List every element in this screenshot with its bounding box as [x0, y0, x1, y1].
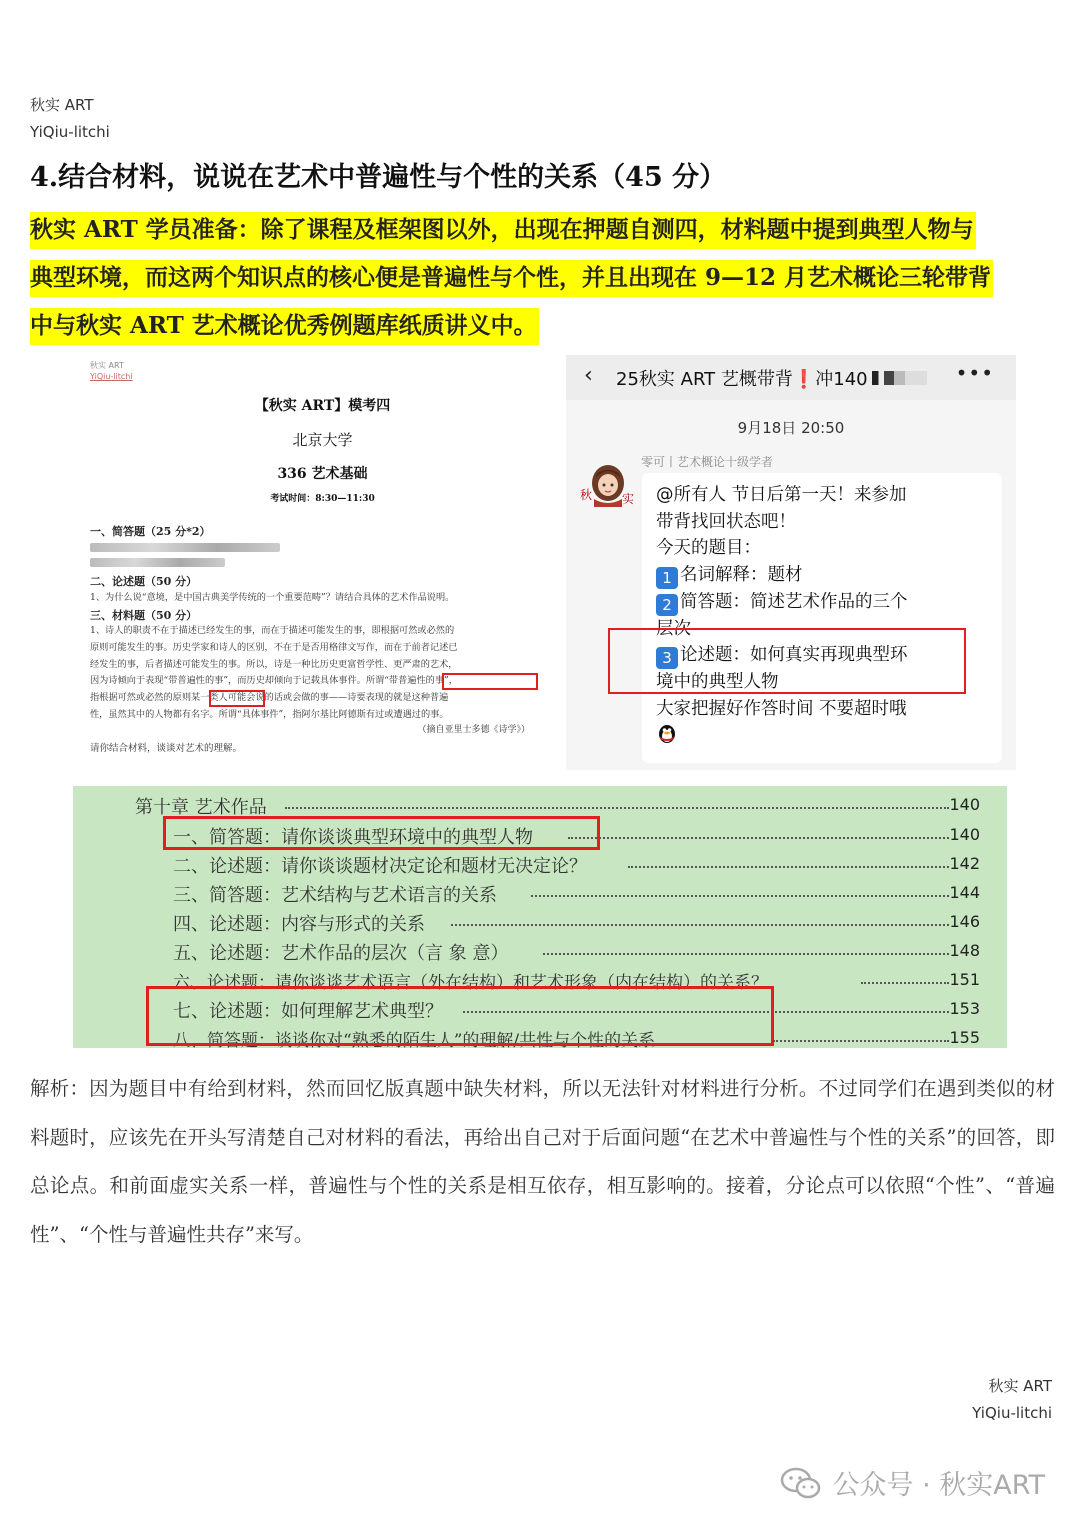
- exam-ask: 请你结合材料，谈谈对艺术的理解。: [90, 743, 243, 754]
- brand-sub: YiQiu-litchi: [30, 123, 110, 141]
- official-account-footer[interactable]: [780, 1463, 1045, 1502]
- toc-row: 五、论述题：艺术作品的层次（言 象 意） 148: [173, 941, 980, 964]
- highlight-note: [30, 206, 1055, 350]
- exam-section-essay: 二、论述题（50 分）: [90, 575, 198, 588]
- catalog-image: [73, 786, 1007, 1048]
- exam-time: 考试时间：8:30—11:30: [270, 494, 375, 504]
- brand-sub: YiQiu-litchi: [972, 1404, 1052, 1422]
- exam-subject: 336 艺术基础: [277, 466, 368, 482]
- chat-title: 25秋实 ART 艺概带背❗冲140: [616, 365, 927, 391]
- toc-row: 一、简答题：请你谈谈典型环境中的典型人物 140: [173, 825, 980, 848]
- toc-row: 三、简答题：艺术结构与艺术语言的关系 144: [173, 883, 980, 906]
- chat-timestamp: 9月18日 20:50: [737, 419, 845, 437]
- chevron-left-icon[interactable]: ‹: [584, 363, 593, 388]
- number-three-icon: 3: [656, 647, 678, 669]
- highlight-line: 秋实 ART 学员准备：除了课程及框架图以外，出现在押题自测四，材料题中提到典型人物与: [30, 212, 976, 249]
- exam-paper-image: [85, 355, 560, 775]
- svg-text:秋: 秋: [580, 488, 593, 502]
- exam-watermark: 秋实 ART YiQiu-litchi: [90, 361, 133, 381]
- more-icon[interactable]: •••: [955, 361, 994, 385]
- penguin-emoji-icon: [656, 722, 678, 744]
- exclamation-icon: ❗: [792, 369, 816, 390]
- exam-section-short: 一、简答题（25 分*2）: [90, 525, 211, 538]
- red-highlight-box: [209, 690, 265, 707]
- exam-section-material: 三、材料题（50 分）: [90, 609, 198, 622]
- red-highlight-box: [146, 986, 774, 1046]
- brand-name: 秋实 ART: [988, 1377, 1052, 1395]
- official-account-name: 公众号 · 秋实ART: [832, 1470, 1045, 1501]
- exam-school: 北京大学: [292, 431, 353, 449]
- exam-title: 【秋实 ART】模考四: [254, 398, 391, 414]
- svg-text:实: 实: [622, 492, 634, 506]
- toc-row: 六、论述题：请你谈谈艺术语言（外在结构）和艺术形象（内在结构）的关系？ 151: [173, 970, 980, 993]
- chat-title-bar: [566, 355, 1016, 400]
- exam-essay-question: 1、为什么说“意境，是中国古典美学传统的一个重要范畴”？请结合具体的艺术作品说明。: [90, 592, 455, 603]
- number-two-icon: 2: [656, 594, 678, 616]
- wechat-icon: [780, 1466, 822, 1500]
- brand-name: 秋实 ART: [30, 96, 94, 114]
- chat-sender-name: 零可丨艺术概论十级学者: [641, 455, 774, 469]
- toc-row: 八、简答题：谈谈你对“熟悉的陌生人”的理解/共性与个性的关系 155: [173, 1028, 980, 1048]
- blurred-text: [872, 371, 927, 385]
- number-one-icon: 1: [656, 567, 678, 589]
- avatar[interactable]: [578, 463, 634, 507]
- chat-message: @所有人 节日后第一天！来参加 带背找回状态吧！ 今天的题目： 1 名词解释：题材 2 简答题：简述艺术作品的三个 层次 3 论述题：如何真实再现典型环 境中的典型人物 大家把握好作答时间 不要超时哦: [656, 482, 986, 753]
- highlight-line: 典型环境，而这两个知识点的核心便是普遍性与个性，并且出现在 9—12 月艺术概论三轮带背: [30, 260, 993, 297]
- exam-source: （摘自亚里士多德《诗学》）: [417, 725, 530, 735]
- red-highlight-box: [163, 816, 600, 850]
- blurred-text: [90, 558, 225, 567]
- exam-material-text: 1、诗人的职责不在于描述已经发生的事，而在于描述可能发生的事，即根据可然或必然的 原则可能发生的事。历史学家和诗人的区别，不在于是否用格律文写作，而在于前者记述已 经发生的事，后者描述可能发生的事。所以，诗是一种比历史更富哲学性、更严肃的艺术， 因为诗倾向于表现“带普遍性的事”，而历史却倾向于记载具体事件。所谓“带普遍性的事”， 指根据可然或必然的原则某一类人可能会说的话或会做的事——诗要表现的就是这种普遍 性，虽然其中的人物都有名字。所谓“具体事件”，指阿尔基比阿德斯有过或遭遇过的事。: [90, 625, 458, 720]
- brand-footer: [972, 1373, 1052, 1427]
- toc-row: 二、论述题：请你谈谈题材决定论和题材无决定论？ 142: [173, 854, 980, 877]
- question-heading: 4.结合材料，说说在艺术中普遍性与个性的关系（45 分）: [30, 162, 727, 193]
- toc-row: 第十章 艺术作品 140: [135, 795, 980, 818]
- brand-header: [30, 92, 110, 146]
- blurred-text: [90, 543, 280, 552]
- analysis-text: 解析：因为题目中有给到材料，然而回忆版真题中缺失材料，所以无法针对材料进行分析。不过同学们在遇到类似的材料题时，应该先在开头写清楚自己对材料的看法，再给出自己对于后面问题“在艺术中普遍性与个性的关系”的回答，即总论点。和前面虚实关系一样，普遍性与个性的关系是相互依存，相互影响的。接着，分论点可以依照“个性”、“普遍性”、“个性与普遍性共存”来写。: [30, 1077, 1055, 1246]
- toc-row: 四、论述题：内容与形式的关系 146: [173, 912, 980, 935]
- highlight-line: 中与秋实 ART 艺术概论优秀例题库纸质讲义中。: [30, 308, 539, 345]
- chat-screenshot: [566, 355, 1016, 770]
- red-highlight-box: [442, 673, 538, 690]
- toc-row: 七、论述题：如何理解艺术典型？ 153: [173, 999, 980, 1022]
- red-highlight-box: [608, 628, 966, 694]
